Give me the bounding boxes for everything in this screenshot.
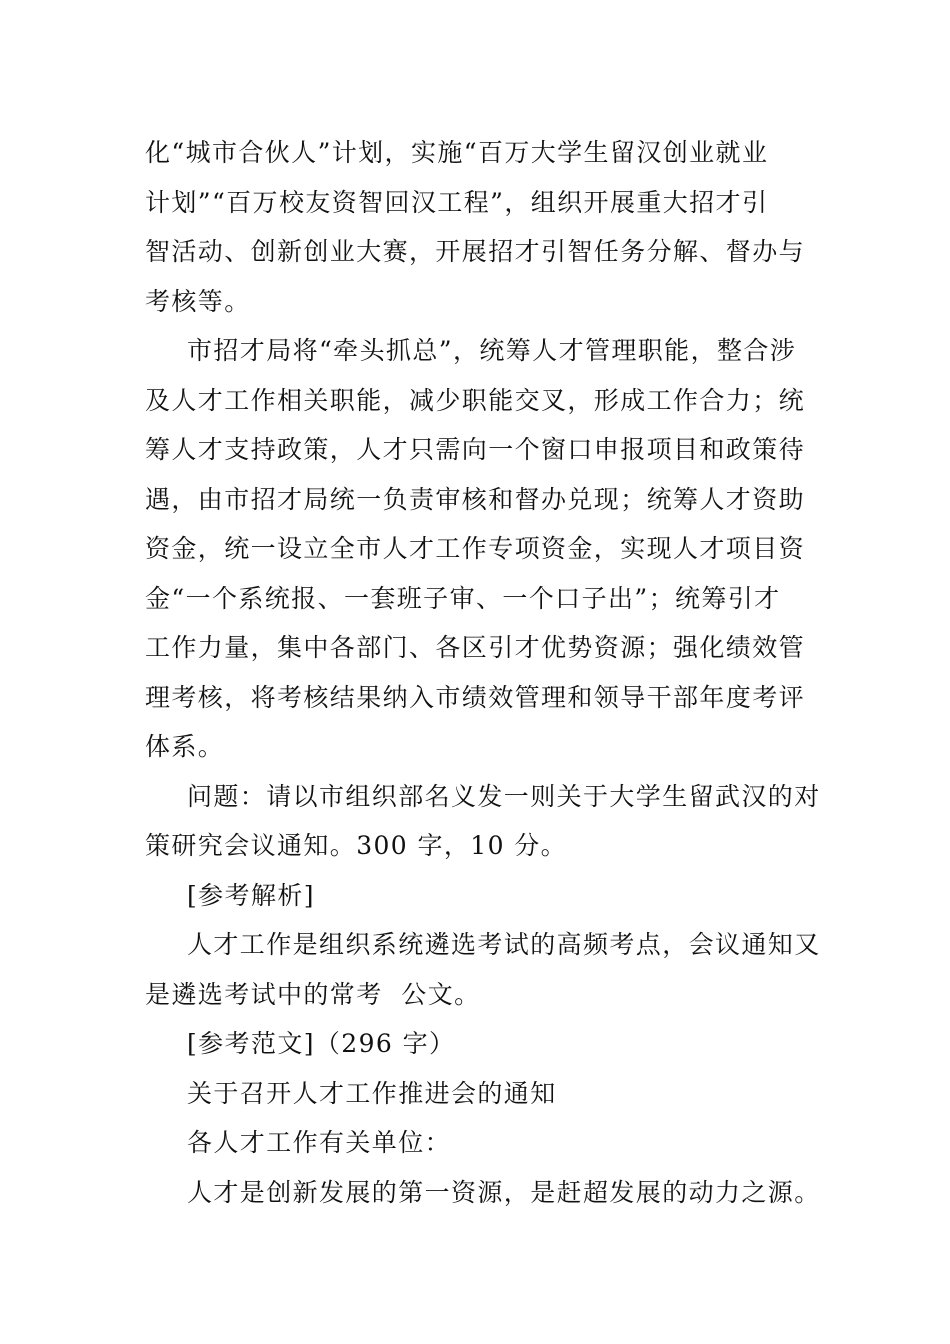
- paragraph-talent-bureau: [145, 326, 810, 772]
- text-line: 筹人才支持政策，人才只需向一个窗口申报项目和政策待: [145, 435, 806, 464]
- text-line: 体系。: [145, 732, 225, 761]
- heading-text: [参考范文]（296 字）: [187, 1029, 456, 1058]
- paragraph-continuation: [145, 128, 810, 326]
- sample-heading: [145, 1019, 810, 1069]
- analysis-heading: [145, 871, 810, 921]
- title-text: 关于召开人才工作推进会的通知: [187, 1078, 557, 1108]
- heading-text: [参考解析]: [187, 880, 315, 910]
- text-line: 计划”“百万校友资智回汉工程”，组织开展重大招才引: [145, 187, 769, 217]
- text-line: 人才是创新发展的第一资源，是赶超发展的动力之源。: [187, 1177, 821, 1207]
- text-line: 市招才局将“牵头抓总”，统筹人才管理职能，整合涉: [187, 336, 797, 365]
- text-line: 智活动、创新创业大赛，开展招才引智任务分解、督办与: [145, 237, 806, 266]
- document-body: [145, 128, 821, 1217]
- text-line: 理考核，将考核结果纳入市绩效管理和领导干部年度考评: [145, 682, 806, 712]
- text-line: 是遴选考试中的常考 公文。: [145, 979, 481, 1009]
- text-line: 资金，统一设立全市人才工作专项资金，实现人才项目资: [145, 534, 806, 563]
- text-line: 问题：请以市组织部名义发一则关于大学生留武汉的对: [187, 781, 821, 811]
- text-line: 及人才工作相关职能，减少职能交叉，形成工作合力；统: [145, 385, 806, 415]
- salutation: [145, 1118, 810, 1168]
- text-line: 考核等。: [145, 286, 251, 316]
- text-line: 金“一个系统报、一套班子审、一个口子出”；统筹引才: [145, 583, 781, 613]
- text-line: 策研究会议通知。300 字，10 分。: [145, 831, 568, 860]
- text-line: 人才工作是组织系统遴选考试的高频考点，会议通知又: [187, 930, 821, 959]
- salutation-text: 各人才工作有关单位：: [187, 1128, 452, 1157]
- text-line: 工作力量，集中各部门、各区引才优势资源；强化绩效管: [145, 633, 806, 662]
- text-line: 遇，由市招才局统一负责审核和督办兑现；统筹人才资助: [145, 484, 806, 514]
- notice-body: [145, 1168, 821, 1218]
- notice-title: [145, 1069, 810, 1119]
- question-paragraph: [145, 772, 821, 871]
- analysis-paragraph: [145, 920, 821, 1019]
- text-line: 化“城市合伙人”计划，实施“百万大学生留汉创业就业: [145, 138, 769, 167]
